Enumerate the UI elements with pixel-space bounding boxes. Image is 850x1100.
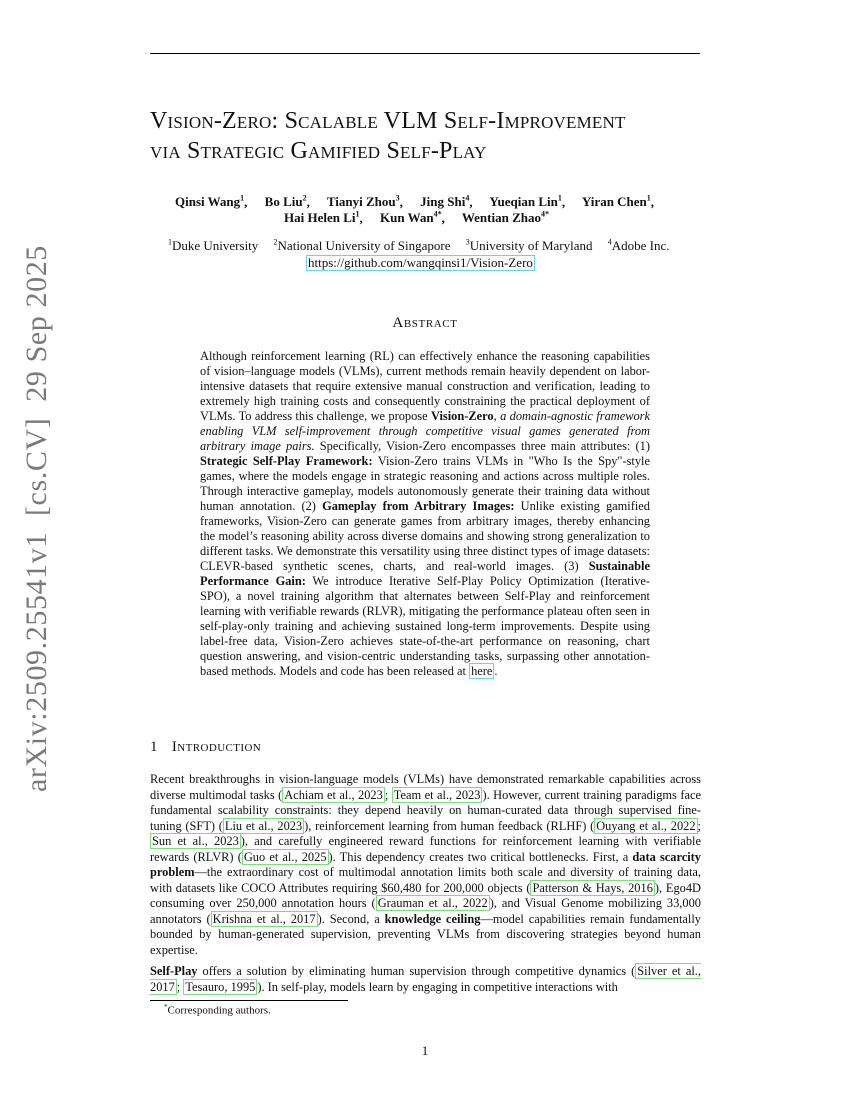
citation-link[interactable]: Krishna et al., 2017 <box>212 911 316 926</box>
author: Hai Helen Li$^1$ <box>284 210 360 226</box>
author: Wentian Zhao$^{4*}$ <box>461 210 549 226</box>
page-number: 1 <box>421 1043 429 1058</box>
affiliation: $^4$Adobe Inc. <box>607 238 670 254</box>
section-title: Introduction <box>171 739 262 755</box>
code-release-link[interactable]: here <box>471 664 493 678</box>
introduction-body <box>150 772 701 1001</box>
author-list-line-2: Hai Helen Li$^1$, Kun Wan$^{4*}$, Wentian Zhao$^{4*}$ <box>284 210 549 226</box>
title-line-2: via Strategic Gamified Self-Play <box>150 138 487 164</box>
citation-link[interactable]: Sun et al., 2023 <box>152 834 239 848</box>
affiliation: $^2$National University of Singapore <box>273 238 451 254</box>
author: Kun Wan$^{4*}$ <box>380 210 442 226</box>
citation-link[interactable]: Silver et al., 2017 <box>150 964 702 994</box>
author: Qinsi Wang$^1$ <box>175 194 245 210</box>
arxiv-identifier-stamp[interactable] <box>12 245 62 792</box>
author-list-line-1: Qinsi Wang$^1$, Bo Liu$^2$, Tianyi Zhou$^3$, Jing Shi$^4$, Yueqian Lin$^1$, Yiran Chen$^1$, <box>175 194 655 210</box>
citation-link[interactable]: Liu et al., 2023 <box>224 818 303 833</box>
author: Yueqian Lin$^1$ <box>489 194 562 210</box>
abstract-heading: Abstract <box>392 315 458 331</box>
citation-link[interactable]: Achiam et al., 2023 <box>284 787 383 802</box>
citation-link[interactable]: Patterson & Hays, 2016 <box>532 880 653 895</box>
citation-link[interactable]: Guo et al., 2025 <box>243 849 327 864</box>
author: Yiran Chen$^1$ <box>581 194 651 210</box>
title-line-1: Vision-Zero: Scalable VLM Self-Improvement <box>150 108 626 134</box>
section-heading-introduction <box>150 739 261 756</box>
abstract-paragraph: Although reinforcement learning (RL) can effectively enhance the reasoning capabilities of vision–language models (VLMs), current methods remain heavily dependent on labor-intensive datasets that require extensive manual construction and verification, leading to extremely high training costs and consequently constraining the practical deployment of VLMs. To address this challenge, we propose Vision-Zero, a domain-agnostic framework enabling VLM self-improvement through competitive visual games generated from arbitrary image pairs. Specifically, Vision-Zero encompasses three main attributes: (1) Strategic Self-Play Framework: Vision-Zero trains VLMs in "Who Is the Spy"-style games, where the models engage in strategic reasoning and actions across multiple roles. Through interactive gameplay, models autonomously generate their training data without human annotation. (2) Gameplay from Arbitrary Images: Unlike existing gamified frameworks, Vision-Zero can generate games from arbitrary images, thereby enhancing the model’s reasoning ability across diverse domains and showing strong generalization to different tasks. We demonstrate this versatility using three distinct types of image datasets: CLEVR-based synthetic scenes, charts, and real-world images. (3) Sustainable Performance Gain: We introduce Iterative Self-Play Policy Optimization (Iterative-SPO), a novel training algorithm that alternates between Self-Play and reinforcement learning with verifiable rewards (RLVR), mitigating the performance plateau often seen in self-play-only training and achieving sustained long-term improvements. Despite using label-free data, Vision-Zero achieves state-of-the-art performance on reasoning, chart question answering, and vision-centric understanding tasks, surpassing other annotation-based methods. Models and code has been released at here . <box>200 349 651 678</box>
citation-link[interactable]: Tesauro, 1995 <box>185 979 256 994</box>
affiliation: $^3$University of Maryland <box>465 238 593 254</box>
paper-title <box>150 106 710 166</box>
author: Tianyi Zhou$^3$ <box>326 194 400 210</box>
citation-link[interactable]: Team et al., 2023 <box>393 787 481 802</box>
affiliations <box>168 238 698 254</box>
author: Bo Liu$^2$ <box>264 194 307 210</box>
citation-link[interactable]: Ouyang et al., 2022 <box>596 818 696 833</box>
arxiv-date: 29 Sep 2025 <box>20 245 53 402</box>
intro-paragraph-1: Recent breakthroughs in vision-language models (VLMs) have demonstrated remarkable capabilities across diverse multimodal tasks ( Achiam et al., 2023 ; Team et al., 2023 ). However, current training paradigms face fundamental scalability constraints: they depend heavily on human-curated data through supervised fine-tuning (SFT) ( Liu et al., 2023 ), reinforcement learning from human feedback (RLHF) ( Ouyang et al., 2022 ; Sun et al., 2023 ), and carefully engineered reward functions for reinforcement learning with verifiable rewards (RLVR) ( Guo et al., 2025 ). This dependency creates two critical bottlenecks. First, a data scarcity problem—the extraordinary cost of multimodal annotation limits both scale and diversity of training data, with datasets like COCO Attributes requiring $60,480 for 200,000 objects ( Patterson & Hays, 2016 ), Ego4D consuming over 250,000 annotation hours ( Grauman et al., 2022 ), and Visual Genome mobilizing 33,000 annotators ( Krishna et al., 2017 ). Second, a knowledge ceiling—model capabilities remain fundamentally bounded by human-generated supervision, preventing VLMs from discovering strategies beyond human expertise. <box>150 772 702 957</box>
section-number: 1 <box>150 739 158 755</box>
arxiv-category: [cs.CV] <box>20 417 53 517</box>
footnote: *Corresponding authors. <box>164 1003 271 1017</box>
footnote-rule <box>150 1000 348 1001</box>
citation-link[interactable]: Grauman et al., 2022 <box>377 896 488 910</box>
affiliation: $^1$Duke University <box>168 238 259 254</box>
github-repo-link[interactable]: https://github.com/wangqinsi1/Vision-Zero <box>308 255 533 270</box>
intro-paragraph-2: Self-Play offers a solution by eliminating human supervision through competitive dynamics ( Silver et al., 2017 ; Tesauro, 1995 ). In self-play, models learn by engaging in competitive interactions with <box>150 964 702 994</box>
top-rule <box>150 53 700 54</box>
author: Jing Shi$^4$ <box>420 194 470 210</box>
abstract-body <box>200 349 650 679</box>
arxiv-id: arXiv:2509.25541v1 <box>20 532 53 792</box>
